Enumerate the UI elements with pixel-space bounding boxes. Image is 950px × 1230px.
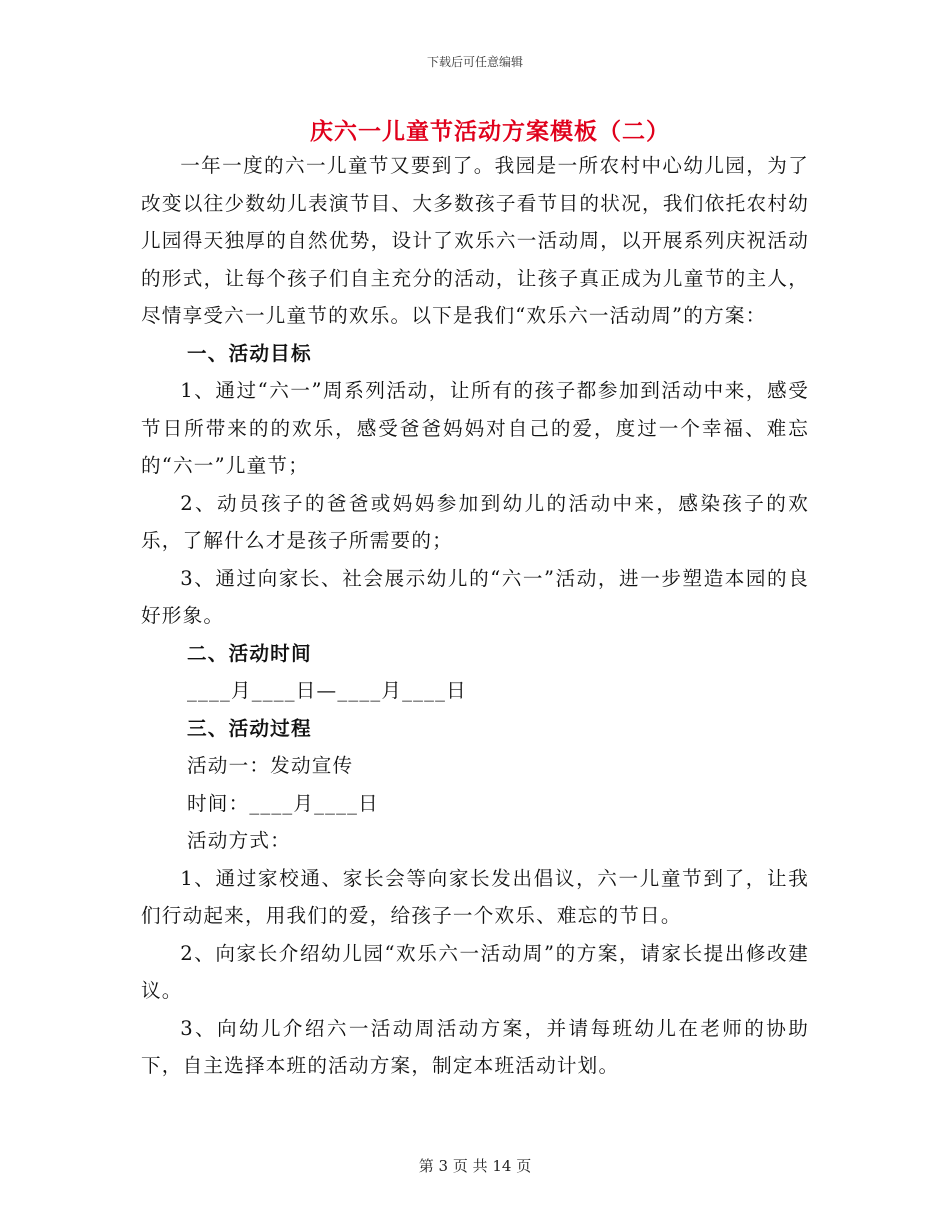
activity-time: 时间：____月____日 [187,791,379,815]
method-item: 1、通过家校通、家长会等向家长发出倡议，六一儿童节到了，让我们行动起来，用我们的爱，给孩子一个欢乐、难忘的节日。 [141,866,809,927]
header-note: 下载后可任意编辑 [426,55,523,69]
activity-dates: ____月____日—____月____日 [187,679,467,702]
activity-name: 活动一：发动宣传 [187,754,354,777]
goal-item: 3、通过向家长、社会展示幼儿的“六一”活动，进一步塑造本园的良好形象。 [141,566,809,627]
section-heading-time: 二、活动时间 [187,641,312,665]
section-heading-goals: 一、活动目标 [187,341,312,365]
method-item: 3、向幼儿介绍六一活动周活动方案，并请每班幼儿在老师的协助下，自主选择本班的活动方案，制定本班活动计划。 [141,1016,809,1077]
goal-item: 1、通过“六一”周系列活动，让所有的孩子都参加到活动中来，感受节日所带来的的欢乐，感受爸爸妈妈对自己的爱，度过一个幸福、难忘的“六一”儿童节； [141,379,809,477]
document-title: 庆六一儿童节活动方案模板（二） [310,119,670,145]
intro-paragraph: 一年一度的六一儿童节又要到了。我园是一所农村中心幼儿园，为了改变以往少数幼儿表演节目、大多数孩子看节目的状况，我们依托农村幼儿园得天独厚的自然优势，设计了欢乐六一活动周，以开展系列庆祝活动的形式，让每个孩子们自主充分的活动，让孩子真正成为儿童节的主人，尽情享受六一儿童节的欢乐。以下是我们“欢乐六一活动周”的方案： [141,154,809,327]
section-heading-process: 三、活动过程 [187,716,312,740]
method-item: 2、向家长介绍幼儿园“欢乐六一活动周”的方案，请家长提出修改建议。 [141,941,809,1002]
page-number: 第 3 页 共 14 页 [418,1157,532,1175]
activity-method-label: 活动方式： [187,829,291,852]
goal-item: 2、动员孩子的爸爸或妈妈参加到幼儿的活动中来，感染孩子的欢乐，了解什么才是孩子所需要的； [141,491,809,552]
document-body [141,147,809,1085]
